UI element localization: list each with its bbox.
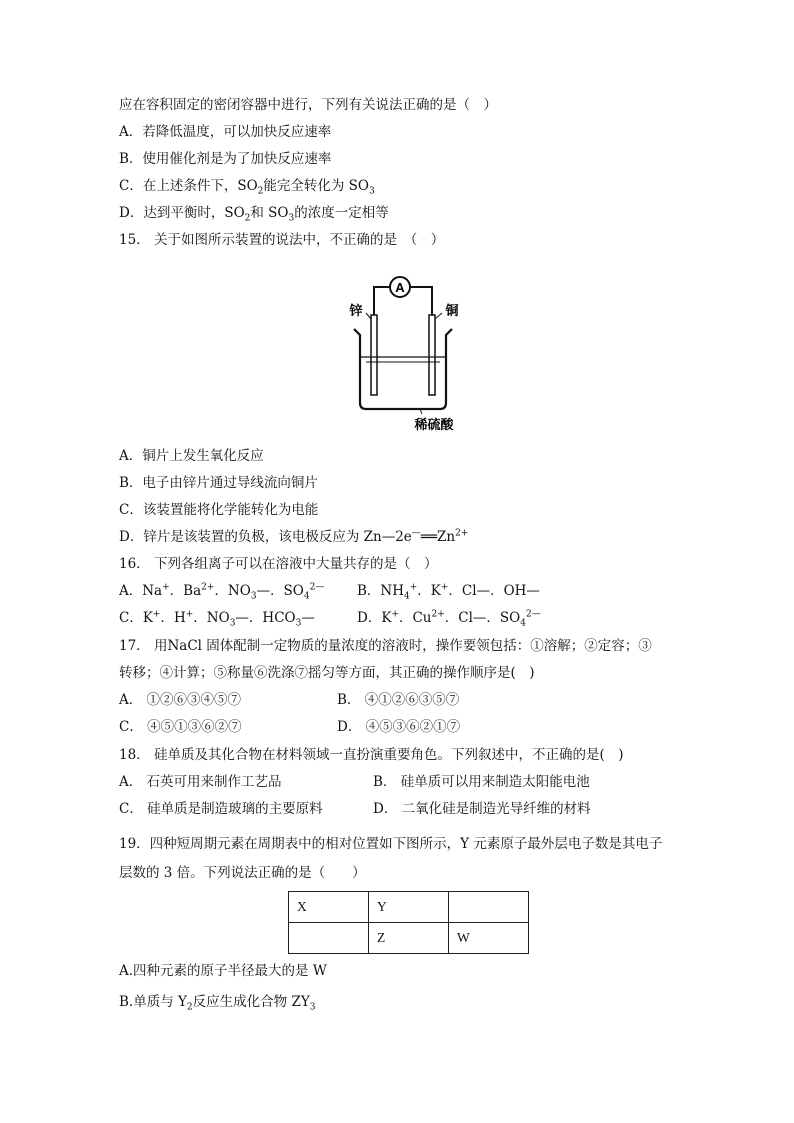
- zinc-label: 锌: [349, 304, 363, 319]
- copper-label: 铜: [445, 304, 459, 319]
- ammeter-label: A: [395, 280, 405, 295]
- q14-option-a: A．若降低温度，可以加快反应速率: [119, 124, 332, 140]
- q15-option-b: B．电子由锌片通过导线流向铜片: [119, 475, 318, 491]
- table-cell: [289, 923, 369, 954]
- q16-option-d: D．K+．$Cu^{2+}$．Cl—．$SO_4^{2—}$: [357, 609, 541, 629]
- q17-option-b: B． ④①②⑥③⑤⑦: [337, 692, 460, 708]
- q17-stem-line2: 转移；④计算；⑤称量⑥洗涤⑦摇匀等方面，其正确的操作顺序是( ): [119, 665, 535, 681]
- table-row: [289, 923, 529, 954]
- table-cell: Y: [369, 892, 449, 923]
- q18-option-a: A． 石英可用来制作工艺品: [119, 774, 282, 790]
- q14-option-c: C．在上述条件下，$SO_2$能完全转化为 $SO_3$: [119, 178, 375, 197]
- q15-stem: 15． 关于如图所示装置的说法中，不正确的是 （ ）: [119, 232, 445, 248]
- q15-option-d: D．锌片是该装置的负极，该电极反应为 $Zn—2e^—══Zn^{2+}$: [119, 528, 469, 545]
- q17-option-a: A． ①②⑥③④⑤⑦: [119, 692, 242, 708]
- copper-pointer: [435, 313, 442, 319]
- q16-option-c: C．K+．H+．$NO_3—$．$HCO_3—$: [119, 609, 315, 629]
- zinc-electrode: [371, 315, 377, 395]
- q18-option-c: C． 硅单质是制造玻璃的主要原料: [119, 801, 323, 817]
- periodic-table-excerpt: [288, 891, 529, 954]
- q19-stem-line2: 层数的 3 倍。下列说法正确的是（ ）: [119, 865, 366, 881]
- q14-stem: 应在容积固定的密闭容器中进行，下列有关说法正确的是（ ）: [119, 97, 497, 113]
- table-cell: X: [289, 892, 369, 923]
- q17-option-d: D． ④⑤③⑥②①⑦: [337, 719, 461, 735]
- q19-option-b: B.单质与 $Y_2$反应生成化合物 $ZY_3$: [119, 994, 316, 1013]
- table-row: [289, 892, 529, 923]
- table-cell: [449, 892, 529, 923]
- wire-right: [410, 287, 432, 315]
- table-cell: Z: [369, 923, 449, 954]
- q15-option-c: C．该装置能将化学能转化为电能: [119, 502, 319, 518]
- acid-label: 稀硫酸: [414, 418, 454, 433]
- wire-left: [374, 287, 390, 315]
- galvanic-cell-figure: [340, 273, 470, 433]
- q17-option-c: C． ④⑤①③⑥②⑦: [119, 719, 242, 735]
- q18-stem: 18． 硅单质及其化合物在材料领域一直扮演重要角色。下列叙述中，不正确的是( ): [119, 747, 624, 763]
- q17-stem-line1: 17． 用NaCl 固体配制一定物质的量浓度的溶液时，操作要领包括：①溶解；②定容；③: [119, 638, 652, 654]
- table-cell: W: [449, 923, 529, 954]
- copper-electrode: [429, 315, 435, 395]
- q16-option-a: A．Na+．$Ba^{2+}$．$NO_3—$．$SO_4^{2—}$: [119, 582, 325, 602]
- q16-stem: 16． 下列各组离子可以在溶液中大量共存的是（ ）: [119, 556, 438, 572]
- q19-option-a: A.四种元素的原子半径最大的是 W: [119, 963, 327, 979]
- q18-option-d: D． 二氧化硅是制造光导纤维的材料: [373, 801, 591, 817]
- q14-option-b: B．使用催化剂是为了加快反应速率: [119, 151, 332, 167]
- q19-stem-line1: 19．四种短周期元素在周期表中的相对位置如下图所示，Y 元素原子最外层电子数是其电子: [119, 836, 663, 852]
- q18-option-b: B． 硅单质可以用来制造太阳能电池: [373, 774, 590, 790]
- q16-option-b: B．$NH_4^+$．K+．Cl—．OH—: [357, 582, 540, 602]
- beaker: [354, 329, 452, 409]
- q15-option-a: A．铜片上发生氧化反应: [119, 448, 264, 464]
- q14-option-d: D．达到平衡时，$SO_2$和 $SO_3$的浓度一定相等: [119, 205, 389, 224]
